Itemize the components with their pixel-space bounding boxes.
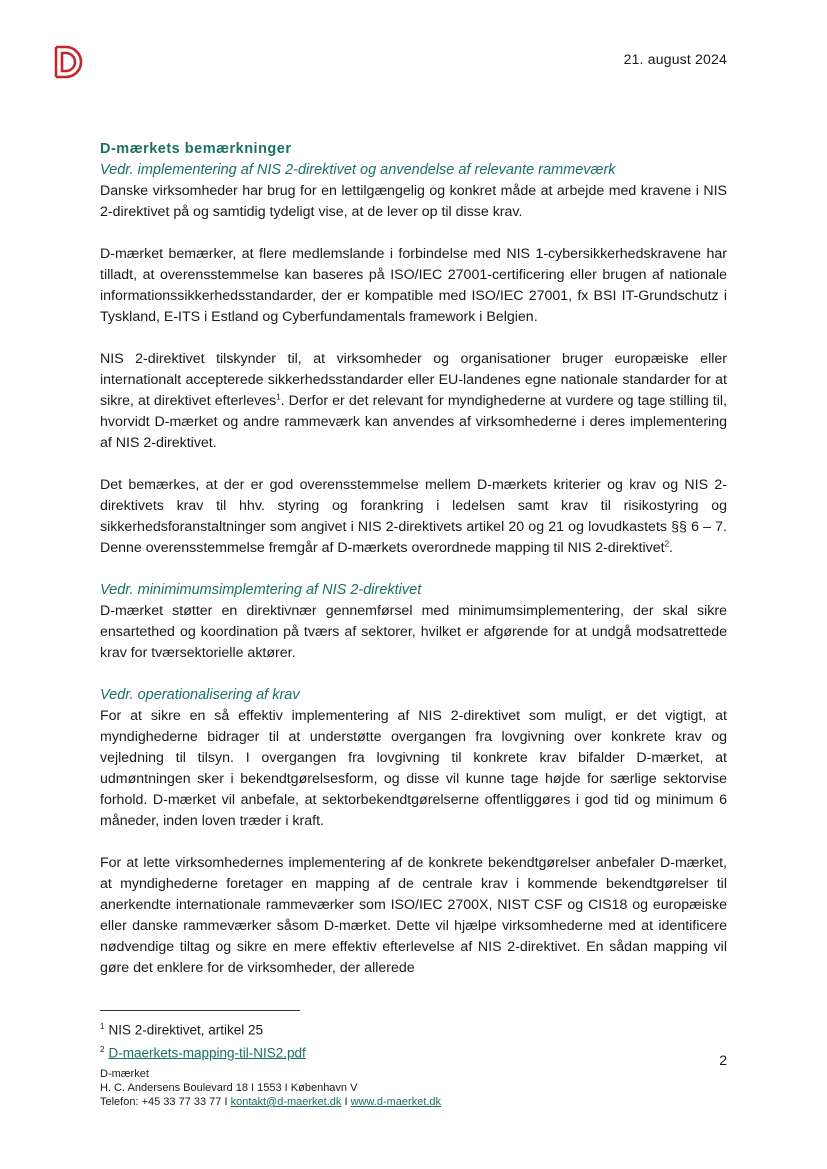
footnote-1: $^1$ NIS 2-direktivet, artikel 25	[100, 1022, 264, 1038]
paragraph-5: D-mærket støtter en direktivnær gennemførsel med minimumsimplementering, der skal sikre ensartethed og koordination på tværs af sektorer, hvilket er afgørende for at undgå modsatrettede krav for tværsektorielle aktører.	[100, 603, 727, 661]
paragraph-4: Det bemærkes, at der er god overensstemmelse mellem D-mærkets kriterier og krav og NIS 2-direktivets krav til hhv. styring og forankring i ledelsen samt krav til risikostyring og sikkerhedsforanstaltninger som angivet i NIS 2-direktivets artikel 20 og 21 og lovudkastets §§ 6 – 7. Denne overensstemmelse fremgår af D-mærkets overordnede mapping til NIS 2-direktivet$^2$.	[100, 477, 727, 556]
page-number: 2	[719, 1052, 727, 1068]
email-link[interactable]: kontakt@d-maerket.dk	[230, 1096, 342, 1108]
footnote-2: $^2$ D-maerkets-mapping-til-NIS2.pdf	[100, 1044, 306, 1060]
footnote-ref-2[interactable]: 2	[664, 539, 670, 549]
footer-contact: Telefon: +45 33 77 33 77 I kontakt@d-maerket.dk I www.d-maerket.dk	[100, 1096, 442, 1108]
page-footer	[100, 1067, 441, 1109]
website-link[interactable]: www.d-maerket.dk	[350, 1096, 442, 1108]
subheading-minimum-implementation: Vedr. minimimumsimplemtering af NIS 2-direktivet	[100, 582, 422, 598]
paragraph-7: For at lette virksomhedernes implementering af de konkrete bekendtgørelser anbefaler D-mærket, at myndighederne foretager en mapping af de centrale krav i kommende bekendtgørelser til anerkendte internationale rammeværker som ISO/IEC 2700X, NIST CSF og CIS18 og europæiske eller danske rammeværker såsom D-mærket. Dette vil hjælpe virksomhederne med at identificere nødvendige tiltag og sikre en mere effektiv efterlevelse af NIS 2-direktivet. En sådan mapping vil gøre det enklere for de virksomheder, der allerede	[100, 855, 727, 976]
mapping-pdf-link[interactable]: D-maerkets-mapping-til-NIS2.pdf	[108, 1045, 306, 1060]
footnote-ref-1[interactable]: 1	[276, 392, 281, 402]
paragraph-3: NIS 2-direktivet tilskynder til, at virksomheder og organisationer bruger europæiske eller internationalt accepterede sikkerhedsstandarder eller EU-landenes egne nationale standarder for at sikre, at direktivet efterleves$^1$. Derfor er det relevant for myndighederne at vurdere og tage stilling til, hvorvidt D-mærket og andre rammeværk kan anvendes af virksomhederne i deres implementering af NIS 2-direktivet.	[100, 351, 727, 451]
footer-address: H. C. Andersens Boulevard 18 I 1553 I København V	[100, 1082, 358, 1094]
footnote-divider	[100, 1010, 300, 1011]
document-date: 21. august 2024	[623, 51, 727, 67]
paragraph-2: D-mærket bemærker, at flere medlemslande i forbindelse med NIS 1-cybersikkerhedskravene har tilladt, at overensstemmelse kan baseres på ISO/IEC 27001-certificering eller brugen af nationale informationssikkerhedsstandarder, der er kompatible med ISO/IEC 27001, fx BSI IT-Grundschutz i Tyskland, E-ITS i Estland og Cyberfundamentals framework i Belgien.	[100, 246, 727, 325]
paragraph-6: For at sikre en så effektiv implementering af NIS 2-direktivet som muligt, er det vigtigt, at myndighederne bidrager til at understøtte overgangen fra lovgivning over konkrete krav og vejledning til tilsyn. I overgangen fra lovgivning til konkrete krav bifalder D-mærket, at udmøntningen sker i bekendtgørelsesform, og disse vil kunne tage højde for særlige sektorvise forhold. D-mærket vil anbefale, at sektorbekendtgørelserne offentliggøres i god tid og minimum 6 måneder, inden loven træder i kraft.	[100, 708, 727, 829]
d-maerket-logo-icon	[53, 44, 87, 80]
paragraph-1: Danske virksomheder har brug for en lettilgængelig og konkret måde at arbejde med kravene i NIS 2-direktivet på og samtidig tydeligt vise, at de lever op til disse krav.	[100, 183, 727, 220]
document-body	[100, 139, 727, 979]
subheading-operationalisation: Vedr. operationalisering af krav	[100, 687, 300, 703]
section-title: D-mærkets bemærkninger	[100, 141, 292, 157]
footer-org: D-mærket	[100, 1068, 149, 1080]
subheading-nis2-implementation: Vedr. implementering af NIS 2-direktivet og anvendelse af relevante rammeværk	[100, 162, 616, 178]
footnotes	[100, 1017, 306, 1062]
